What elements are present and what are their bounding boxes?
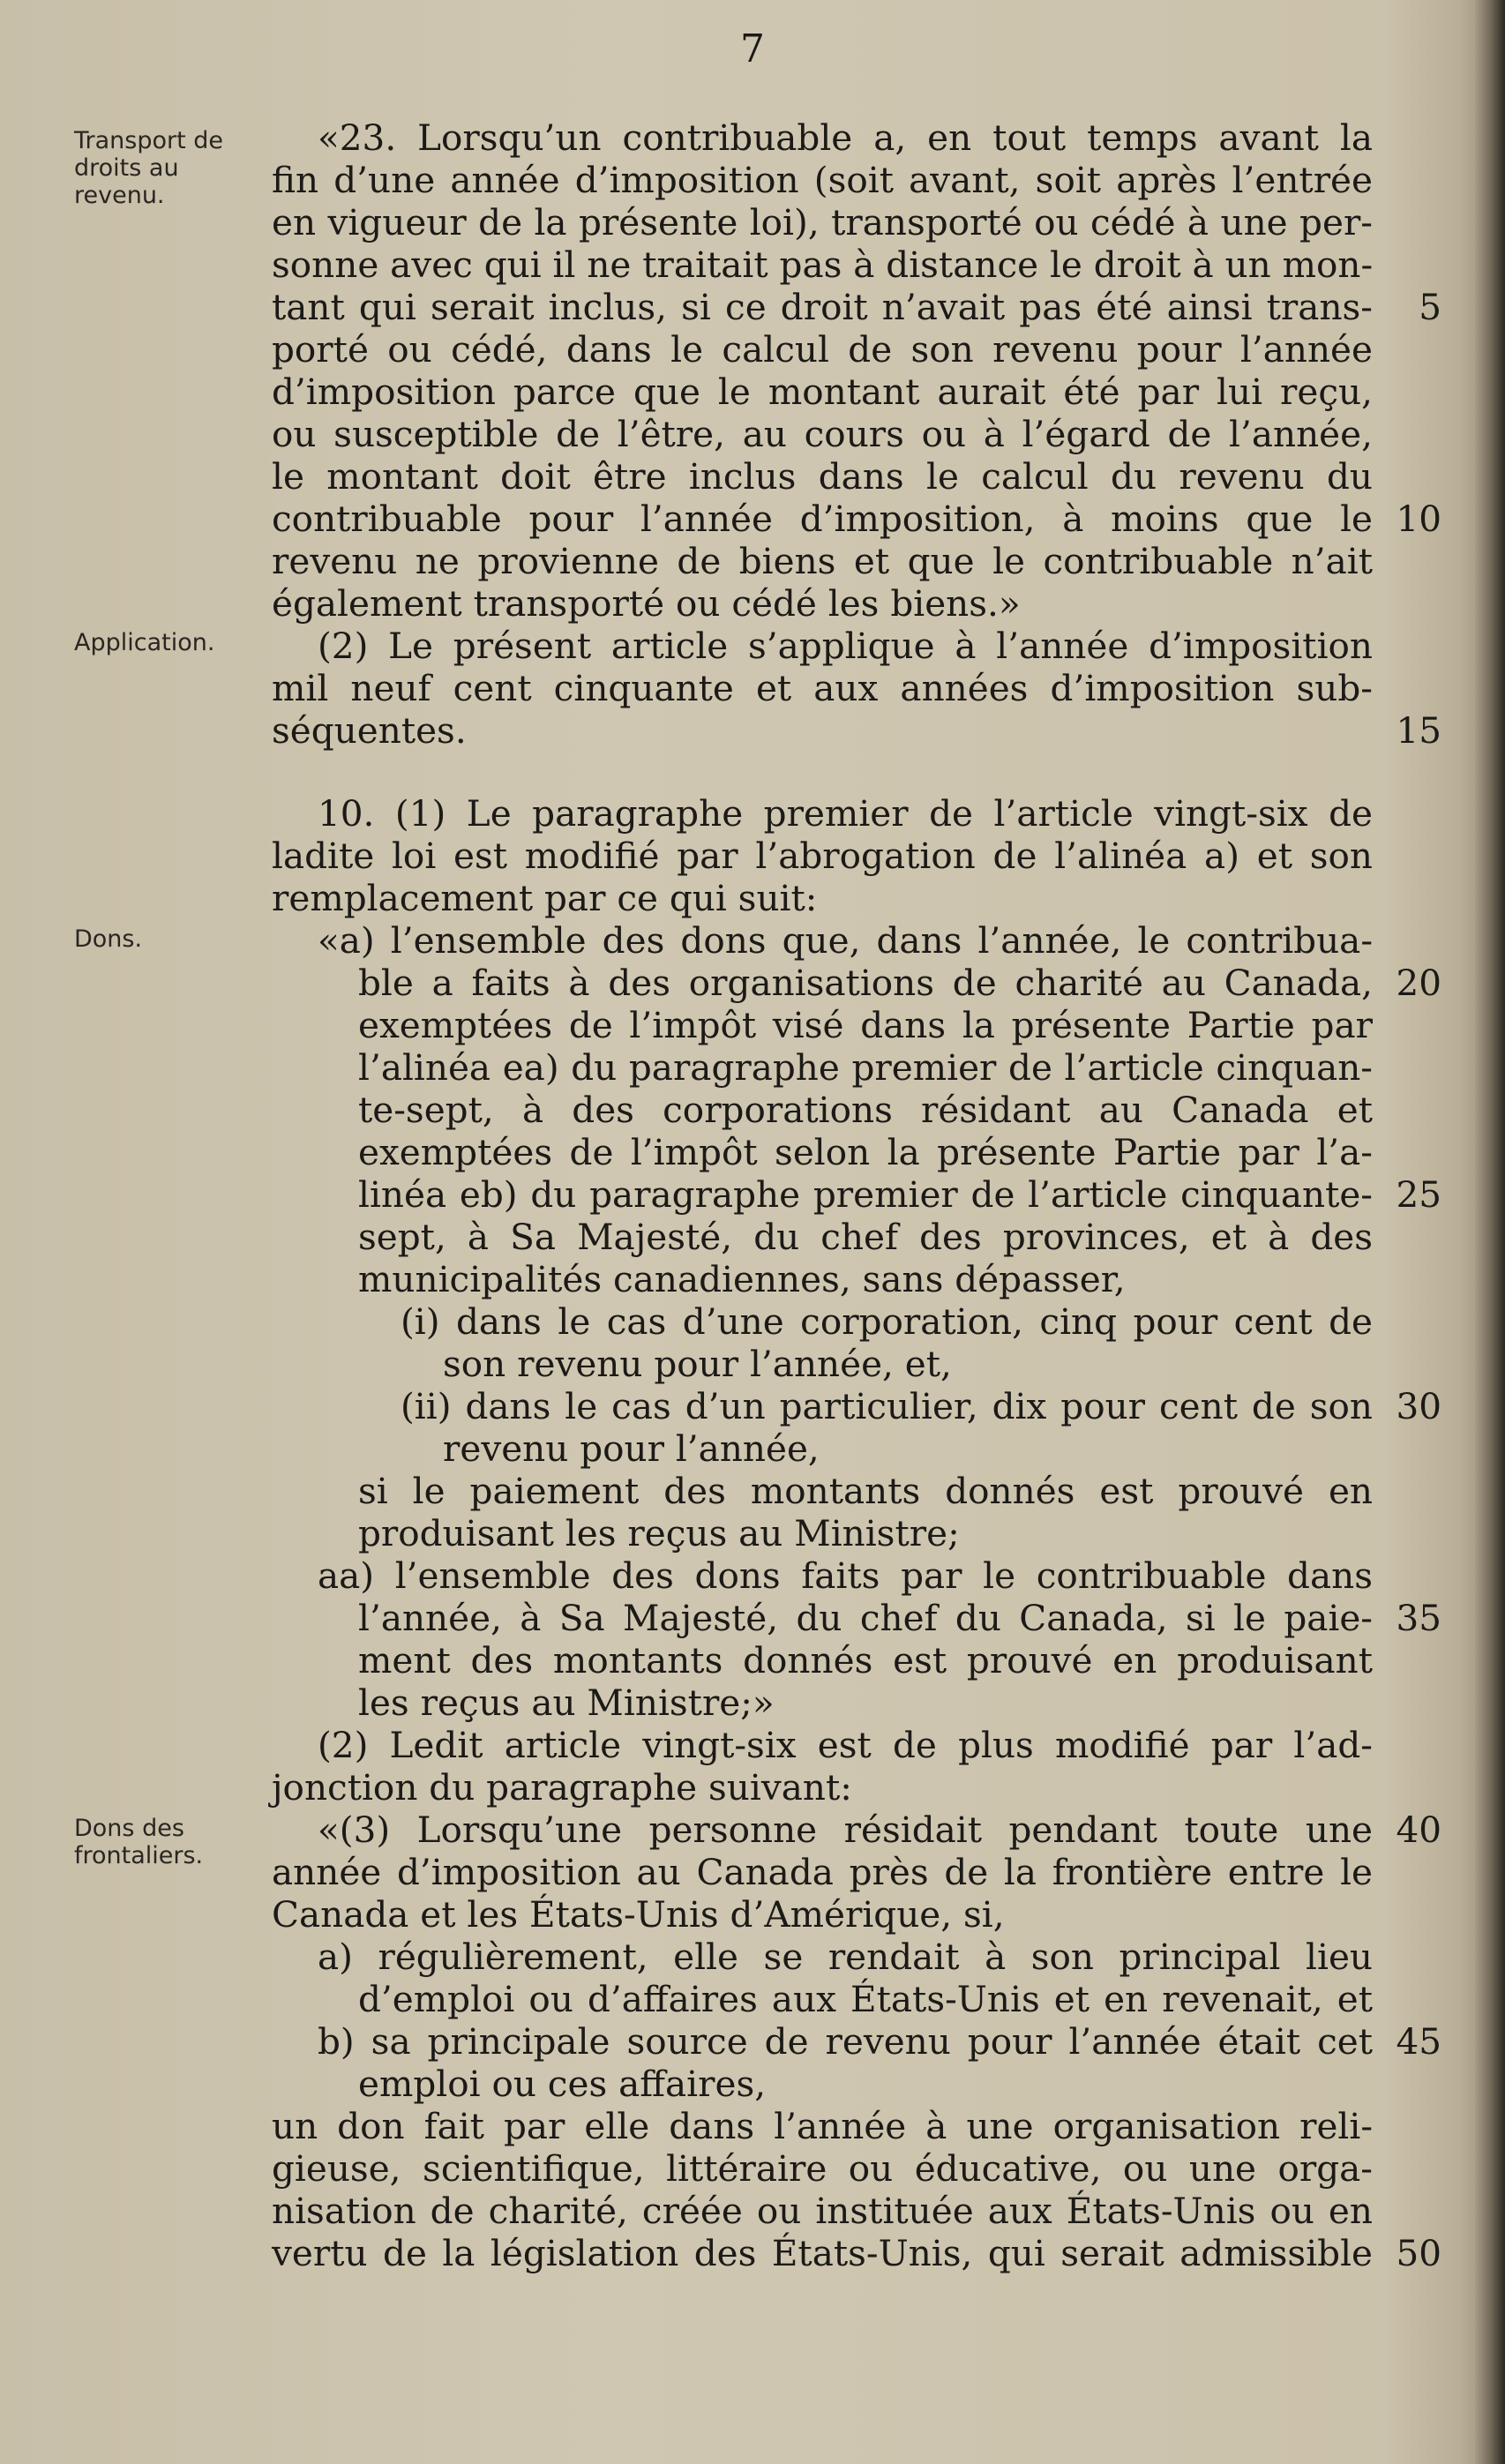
text-line: d’imposition parce que le montant aurait été par lui reçu, (272, 371, 1373, 413)
line-number: 50 (1396, 2232, 1441, 2274)
line-number: 10 (1396, 498, 1441, 540)
text-line: fin d’une année d’imposition (soit avant, soit après l’entrée (272, 159, 1373, 201)
text-line: remplacement par ce qui suit: (272, 877, 818, 919)
line-number: 25 (1396, 1173, 1441, 1216)
line-number: 35 (1396, 1597, 1441, 1639)
text-line: te-sept, à des corporations résidant au Canada et (358, 1089, 1373, 1131)
text-line: ble a faits à des organisations de charité au Canada, (358, 962, 1373, 1004)
text-line: les reçus au Ministre;» (358, 1681, 775, 1724)
text-line: en vigueur de la présente loi), transporté ou cédé à une per- (272, 201, 1373, 243)
line-number: 5 (1419, 286, 1441, 328)
margin-note-transport: Transport de droits au revenu. (74, 127, 224, 209)
page-edge-shadow (1475, 0, 1505, 2464)
text-line: vertu de la législation des États-Unis, qui serait admissible (272, 2232, 1373, 2274)
text-line: b) sa principale source de revenu pour l’année était cet (318, 2020, 1373, 2063)
text-line: sept, à Sa Majesté, du chef des provinces, et à des (358, 1216, 1373, 1258)
line-number: 15 (1396, 709, 1441, 752)
text-line: tant qui serait inclus, si ce droit n’avait pas été ainsi trans- (272, 286, 1373, 328)
text-line: «23. Lorsqu’un contribuable a, en tout temps avant la (318, 116, 1373, 159)
text-line: municipalités canadiennes, sans dépasser, (358, 1258, 1126, 1300)
text-line: porté ou cédé, dans le calcul de son revenu pour l’année (272, 328, 1373, 371)
text-line: mil neuf cent cinquante et aux années d’imposition sub- (272, 667, 1373, 709)
text-line: d’emploi ou d’affaires aux États-Unis et en revenait, et (358, 1978, 1373, 2020)
text-line: exemptées de l’impôt visé dans la présente Partie par (358, 1004, 1373, 1046)
text-line: 10. (1) Le paragraphe premier de l’article vingt-six de (318, 792, 1373, 835)
text-line: ladite loi est modifié par l’abrogation de l’alinéa a) et son (272, 835, 1373, 877)
text-line: nisation de charité, créée ou instituée aux États-Unis ou en (272, 2190, 1373, 2232)
margin-note-application: Application. (74, 629, 215, 656)
text-line: (ii) dans le cas d’un particulier, dix pour cent de son (401, 1385, 1373, 1427)
text-line: a) régulièrement, elle se rendait à son principal lieu (318, 1936, 1373, 1978)
line-number: 20 (1396, 962, 1441, 1004)
text-line: «(3) Lorsqu’une personne résidait pendant toute une (318, 1809, 1373, 1851)
text-line: son revenu pour l’année, et, (443, 1343, 952, 1385)
text-line: revenu pour l’année, (443, 1427, 820, 1470)
line-number: 45 (1396, 2020, 1441, 2063)
text-line: contribuable pour l’année d’imposition, à moins que le (272, 498, 1373, 540)
text-line: si le paiement des montants donnés est prouvé en (358, 1470, 1373, 1512)
text-line: sonne avec qui il ne traitait pas à distance le droit à un mon- (272, 243, 1374, 286)
text-line: également transporté ou cédé les biens.» (272, 582, 1021, 625)
text-line: l’année, à Sa Majesté, du chef du Canada, si le paie- (358, 1597, 1373, 1639)
text-line: revenu ne provienne de biens et que le contribuable n’ait (272, 540, 1373, 582)
line-number: 30 (1396, 1385, 1441, 1427)
text-line: ou susceptible de l’être, au cours ou à l’égard de l’année, (272, 413, 1373, 455)
text-line: produisant les reçus au Ministre; (358, 1512, 960, 1554)
text-line: l’alinéa ea) du paragraphe premier de l’article cinquan- (358, 1046, 1373, 1089)
margin-note-dons: Dons. (74, 925, 143, 953)
text-line: «a) l’ensemble des dons que, dans l’année, le contribua- (318, 919, 1373, 962)
text-line: emploi ou ces affaires, (358, 2063, 767, 2105)
text-line: linéa eb) du paragraphe premier de l’article cinquante- (358, 1173, 1373, 1216)
text-line: (i) dans le cas d’une corporation, cinq pour cent de (401, 1300, 1373, 1343)
text-line: (2) Ledit article vingt-six est de plus modifié par l’ad- (318, 1724, 1373, 1766)
text-line: Canada et les États-Unis d’Amérique, si, (272, 1893, 1005, 1936)
text-line: séquentes. (272, 709, 467, 752)
page-number: 7 (740, 26, 765, 71)
text-line: exemptées de l’impôt selon la présente Partie par l’a- (358, 1131, 1373, 1173)
text-line: (2) Le présent article s’applique à l’année d’imposition (318, 625, 1373, 667)
text-line: un don fait par elle dans l’année à une organisation reli- (272, 2105, 1373, 2147)
text-line: année d’imposition au Canada près de la frontière entre le (272, 1851, 1373, 1893)
text-line: jonction du paragraphe suivant: (272, 1766, 852, 1809)
text-line: ment des montants donnés est prouvé en produisant (358, 1639, 1373, 1681)
margin-note-dons-frontaliers: Dons des frontaliers. (74, 1815, 204, 1869)
line-number: 40 (1396, 1809, 1441, 1851)
text-line: le montant doit être inclus dans le calcul du revenu du (272, 455, 1373, 498)
text-line: aa) l’ensemble des dons faits par le contribuable dans (318, 1554, 1373, 1597)
text-line: gieuse, scientifique, littéraire ou éducative, ou une orga- (272, 2147, 1373, 2190)
